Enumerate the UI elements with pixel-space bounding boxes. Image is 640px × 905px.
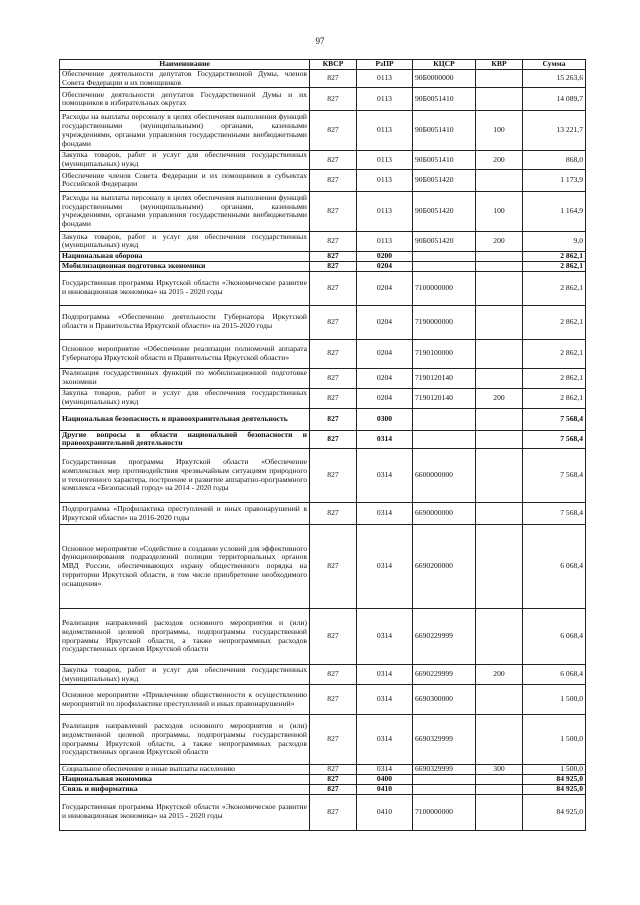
cell-kcsr: 90Б0051410	[413, 151, 476, 170]
cell-sum: 1 500,0	[523, 765, 586, 775]
cell-kcsr: 90Б0051420	[413, 231, 476, 251]
cell-rzpr: 0410	[357, 794, 413, 830]
cell-name: Государственная программа Иркутской области «Экономическое развитие и инновационная экономика» на 2015 - 2020 годы	[60, 271, 310, 305]
cell-sum: 14 089,7	[523, 88, 586, 111]
cell-kvr	[476, 305, 523, 339]
header-kvr: КВР	[476, 60, 523, 70]
cell-rzpr: 0204	[357, 368, 413, 388]
cell-name: Связь и информатика	[60, 784, 310, 794]
cell-kvsr: 827	[310, 305, 357, 339]
cell-kcsr: 90Б0000000	[413, 69, 476, 88]
cell-sum: 2 862,1	[523, 368, 586, 388]
cell-kcsr: 90Б0051420	[413, 169, 476, 191]
cell-rzpr: 0204	[357, 271, 413, 305]
cell-kcsr: 7190120140	[413, 388, 476, 408]
table-row	[60, 388, 586, 408]
cell-sum: 84 925,0	[523, 784, 586, 794]
cell-kvr	[476, 251, 523, 261]
cell-rzpr: 0314	[357, 503, 413, 525]
cell-kvsr: 827	[310, 388, 357, 408]
cell-name: Государственная программа Иркутской области «Обеспечение комплексных мер противодействия чрезвычайным ситуациям природного и техногенного характера, построение и развитие аппаратно-программного комплекса «Безопасный город» на 2014 - 2020 годы	[60, 449, 310, 503]
table-header-row	[60, 60, 586, 70]
cell-name: Национальная экономика	[60, 775, 310, 785]
cell-sum: 15 263,6	[523, 69, 586, 88]
table-row	[60, 111, 586, 151]
cell-kcsr: 6690329999	[413, 765, 476, 775]
table-row	[60, 775, 586, 785]
table-body	[60, 69, 586, 830]
table-row	[60, 251, 586, 261]
cell-kvr: 200	[476, 151, 523, 170]
cell-sum: 1 173,9	[523, 169, 586, 191]
cell-rzpr: 0113	[357, 151, 413, 170]
cell-kvsr: 827	[310, 111, 357, 151]
cell-rzpr: 0113	[357, 191, 413, 231]
cell-kvsr: 827	[310, 430, 357, 449]
cell-name: Мобилизационная подготовка экономики	[60, 261, 310, 271]
table-row	[60, 231, 586, 251]
cell-sum: 6 068,4	[523, 609, 586, 665]
cell-name: Обеспечение деятельности депутатов Государственной Думы и их помощников в избирательных округах	[60, 88, 310, 111]
cell-sum: 2 862,1	[523, 305, 586, 339]
table-row	[60, 503, 586, 525]
cell-sum: 2 862,1	[523, 251, 586, 261]
table-row	[60, 449, 586, 503]
cell-sum: 84 925,0	[523, 794, 586, 830]
cell-rzpr: 0204	[357, 388, 413, 408]
cell-sum: 1 500,0	[523, 715, 586, 765]
cell-kvr	[476, 449, 523, 503]
cell-name: Социальное обеспечение и иные выплаты населению	[60, 765, 310, 775]
cell-kvr	[476, 261, 523, 271]
table-row	[60, 169, 586, 191]
cell-kvsr: 827	[310, 271, 357, 305]
cell-name: Обеспечение деятельности депутатов Государственной Думы, членов Совета Федерации и их помощников	[60, 69, 310, 88]
cell-sum: 2 862,1	[523, 271, 586, 305]
cell-kcsr: 7190120140	[413, 368, 476, 388]
cell-rzpr: 0400	[357, 775, 413, 785]
cell-sum: 1 500,0	[523, 685, 586, 715]
cell-kcsr: 6690000000	[413, 503, 476, 525]
cell-rzpr: 0113	[357, 111, 413, 151]
cell-kvsr: 827	[310, 231, 357, 251]
cell-kcsr: 90Б0051420	[413, 191, 476, 231]
cell-name: Реализация направлений расходов основного мероприятия и (или) ведомственной целевой программы, подпрограммы государственной программы Иркутской области, а также непрограммных расходов государственных органов Иркутской области	[60, 609, 310, 665]
cell-name: Основное мероприятие «Привлечение общественности к осуществлению мероприятий по профилактике преступлений и иных правонарушений»	[60, 685, 310, 715]
cell-sum: 6 068,4	[523, 665, 586, 685]
cell-rzpr: 0314	[357, 449, 413, 503]
cell-kvr	[476, 609, 523, 665]
cell-name: Подпрограмма «Обеспечение деятельности Губернатора Иркутской области и Правительства Иркутской области» на 2015-2020 годы	[60, 305, 310, 339]
cell-name: Подпрограмма «Профилактика преступлений и иных правонарушений в Иркутской области» на 2016-2020 годы	[60, 503, 310, 525]
cell-rzpr: 0314	[357, 609, 413, 665]
cell-kcsr: 6690200000	[413, 525, 476, 609]
cell-kcsr: 6690329999	[413, 715, 476, 765]
cell-rzpr: 0113	[357, 231, 413, 251]
cell-kcsr	[413, 261, 476, 271]
cell-kvr	[476, 503, 523, 525]
cell-name: Закупка товаров, работ и услуг для обеспечения государственных (муниципальных) нужд	[60, 151, 310, 170]
cell-name: Основное мероприятие «Содействие в создании условий для эффективного функционирования подразделений полиции территориальных органов МВД России, обеспечивающих охрану общественного порядка на территории Иркутской области, в том числе приобретение необходимого оснащения»	[60, 525, 310, 609]
cell-kvr	[476, 88, 523, 111]
cell-kvsr: 827	[310, 665, 357, 685]
cell-kvr: 100	[476, 191, 523, 231]
cell-kvsr: 827	[310, 685, 357, 715]
cell-kcsr	[413, 251, 476, 261]
cell-kvsr: 827	[310, 169, 357, 191]
cell-name: Обеспечение членов Совета Федерации и их помощников в субъектах Российской Федерации	[60, 169, 310, 191]
cell-kvsr: 827	[310, 261, 357, 271]
cell-rzpr: 0113	[357, 88, 413, 111]
table-row	[60, 305, 586, 339]
cell-kvsr: 827	[310, 69, 357, 88]
table-row	[60, 368, 586, 388]
cell-kcsr	[413, 430, 476, 449]
cell-kcsr	[413, 775, 476, 785]
table-row	[60, 69, 586, 88]
table-row	[60, 191, 586, 231]
cell-kcsr: 6690229999	[413, 665, 476, 685]
cell-rzpr: 0300	[357, 408, 413, 430]
table-row	[60, 685, 586, 715]
cell-rzpr: 0204	[357, 305, 413, 339]
cell-rzpr: 0314	[357, 665, 413, 685]
cell-kvr	[476, 784, 523, 794]
cell-kvr: 100	[476, 111, 523, 151]
cell-kcsr: 6600000000	[413, 449, 476, 503]
cell-rzpr: 0113	[357, 69, 413, 88]
page-number: 97	[315, 36, 325, 46]
cell-rzpr: 0314	[357, 685, 413, 715]
cell-kvsr: 827	[310, 525, 357, 609]
cell-sum: 2 862,1	[523, 339, 586, 368]
table-row	[60, 271, 586, 305]
cell-kcsr	[413, 784, 476, 794]
cell-name: Другие вопросы в области национальной безопасности и правоохранительной деятельности	[60, 430, 310, 449]
header-kvsr: КВСР	[310, 60, 357, 70]
cell-kvsr: 827	[310, 503, 357, 525]
cell-name: Закупка товаров, работ и услуг для обеспечения государственных (муниципальных) нужд	[60, 388, 310, 408]
cell-kvsr: 827	[310, 251, 357, 261]
cell-kvsr: 827	[310, 88, 357, 111]
cell-kvsr: 827	[310, 775, 357, 785]
cell-name: Реализация государственных функций по мобилизационной подготовке экономики	[60, 368, 310, 388]
cell-kcsr: 6690300000	[413, 685, 476, 715]
cell-kvr: 200	[476, 231, 523, 251]
cell-kvr	[476, 775, 523, 785]
cell-name: Закупка товаров, работ и услуг для обеспечения государственных (муниципальных) нужд	[60, 231, 310, 251]
cell-kvr	[476, 339, 523, 368]
cell-kvr: 200	[476, 388, 523, 408]
table-row	[60, 665, 586, 685]
table-row	[60, 88, 586, 111]
cell-name: Реализация направлений расходов основного мероприятия и (или) ведомственной целевой программы, подпрограммы государственной программы Иркутской области, а также непрограммных расходов государственных органов Иркутской области	[60, 715, 310, 765]
cell-name: Расходы на выплаты персоналу в целях обеспечения выполнения функций государственными (муниципальными) органами, казенными учреждениями, органами управления государственными внебюджетными фондами	[60, 111, 310, 151]
cell-rzpr: 0314	[357, 765, 413, 775]
cell-sum: 7 568,4	[523, 449, 586, 503]
cell-kvsr: 827	[310, 191, 357, 231]
cell-sum: 13 221,7	[523, 111, 586, 151]
cell-sum: 84 925,0	[523, 775, 586, 785]
cell-kvsr: 827	[310, 609, 357, 665]
cell-sum: 1 164,9	[523, 191, 586, 231]
cell-kvsr: 827	[310, 715, 357, 765]
cell-kcsr: 7100000000	[413, 271, 476, 305]
cell-sum: 7 568,4	[523, 408, 586, 430]
cell-rzpr: 0314	[357, 525, 413, 609]
cell-kvr	[476, 69, 523, 88]
cell-name: Закупка товаров, работ и услуг для обеспечения государственных (муниципальных) нужд	[60, 665, 310, 685]
cell-name: Национальная безопасность и правоохранительная деятельность	[60, 408, 310, 430]
table-row	[60, 151, 586, 170]
header-kcsr: КЦСР	[413, 60, 476, 70]
cell-kvr	[476, 794, 523, 830]
table-row	[60, 794, 586, 830]
cell-rzpr: 0314	[357, 715, 413, 765]
cell-rzpr: 0314	[357, 430, 413, 449]
cell-kvsr: 827	[310, 794, 357, 830]
cell-kvsr: 827	[310, 449, 357, 503]
table-row	[60, 765, 586, 775]
cell-kvsr: 827	[310, 151, 357, 170]
cell-rzpr: 0410	[357, 784, 413, 794]
cell-kvr	[476, 430, 523, 449]
table-row	[60, 609, 586, 665]
cell-kvsr: 827	[310, 368, 357, 388]
cell-sum: 868,0	[523, 151, 586, 170]
table-row	[60, 430, 586, 449]
budget-table	[59, 59, 586, 831]
cell-kvr	[476, 408, 523, 430]
cell-sum: 6 068,4	[523, 525, 586, 609]
table-row	[60, 408, 586, 430]
cell-name: Расходы на выплаты персоналу в целях обеспечения выполнения функций государственными (муниципальными) органами, казенными учреждениями, органами управления государственными внебюджетными фондами	[60, 191, 310, 231]
cell-sum: 7 568,4	[523, 430, 586, 449]
cell-sum: 9,0	[523, 231, 586, 251]
cell-kvr	[476, 169, 523, 191]
table-row	[60, 339, 586, 368]
cell-kvsr: 827	[310, 784, 357, 794]
cell-kvsr: 827	[310, 765, 357, 775]
cell-kvr: 300	[476, 765, 523, 775]
cell-kvr	[476, 715, 523, 765]
cell-kcsr: 90Б0051410	[413, 88, 476, 111]
cell-kvr: 200	[476, 665, 523, 685]
header-name: Наименование	[60, 60, 310, 70]
table-row	[60, 715, 586, 765]
table-row	[60, 525, 586, 609]
cell-name: Национальная оборона	[60, 251, 310, 261]
cell-kcsr: 90Б0051410	[413, 111, 476, 151]
cell-kcsr: 7190100000	[413, 339, 476, 368]
cell-sum: 2 862,1	[523, 388, 586, 408]
cell-kcsr	[413, 408, 476, 430]
cell-kcsr: 7100000000	[413, 794, 476, 830]
cell-kcsr: 7190000000	[413, 305, 476, 339]
cell-kvsr: 827	[310, 408, 357, 430]
cell-kvr	[476, 525, 523, 609]
header-sum: Сумма	[523, 60, 586, 70]
cell-kvr	[476, 271, 523, 305]
header-rzpr: РзПР	[357, 60, 413, 70]
cell-kvr	[476, 685, 523, 715]
cell-rzpr: 0113	[357, 169, 413, 191]
cell-name: Государственная программа Иркутской области «Экономическое развитие и инновационная экономика» на 2015 - 2020 годы	[60, 794, 310, 830]
cell-sum: 2 862,1	[523, 261, 586, 271]
cell-sum: 7 568,4	[523, 503, 586, 525]
cell-rzpr: 0204	[357, 261, 413, 271]
table-row	[60, 784, 586, 794]
cell-kvr	[476, 368, 523, 388]
cell-name: Основное мероприятие «Обеспечение реализации полномочий аппарата Губернатора Иркутской области и Правительства Иркутской области»	[60, 339, 310, 368]
cell-kcsr: 6690229999	[413, 609, 476, 665]
cell-rzpr: 0200	[357, 251, 413, 261]
cell-rzpr: 0204	[357, 339, 413, 368]
cell-kvsr: 827	[310, 339, 357, 368]
table-row	[60, 261, 586, 271]
